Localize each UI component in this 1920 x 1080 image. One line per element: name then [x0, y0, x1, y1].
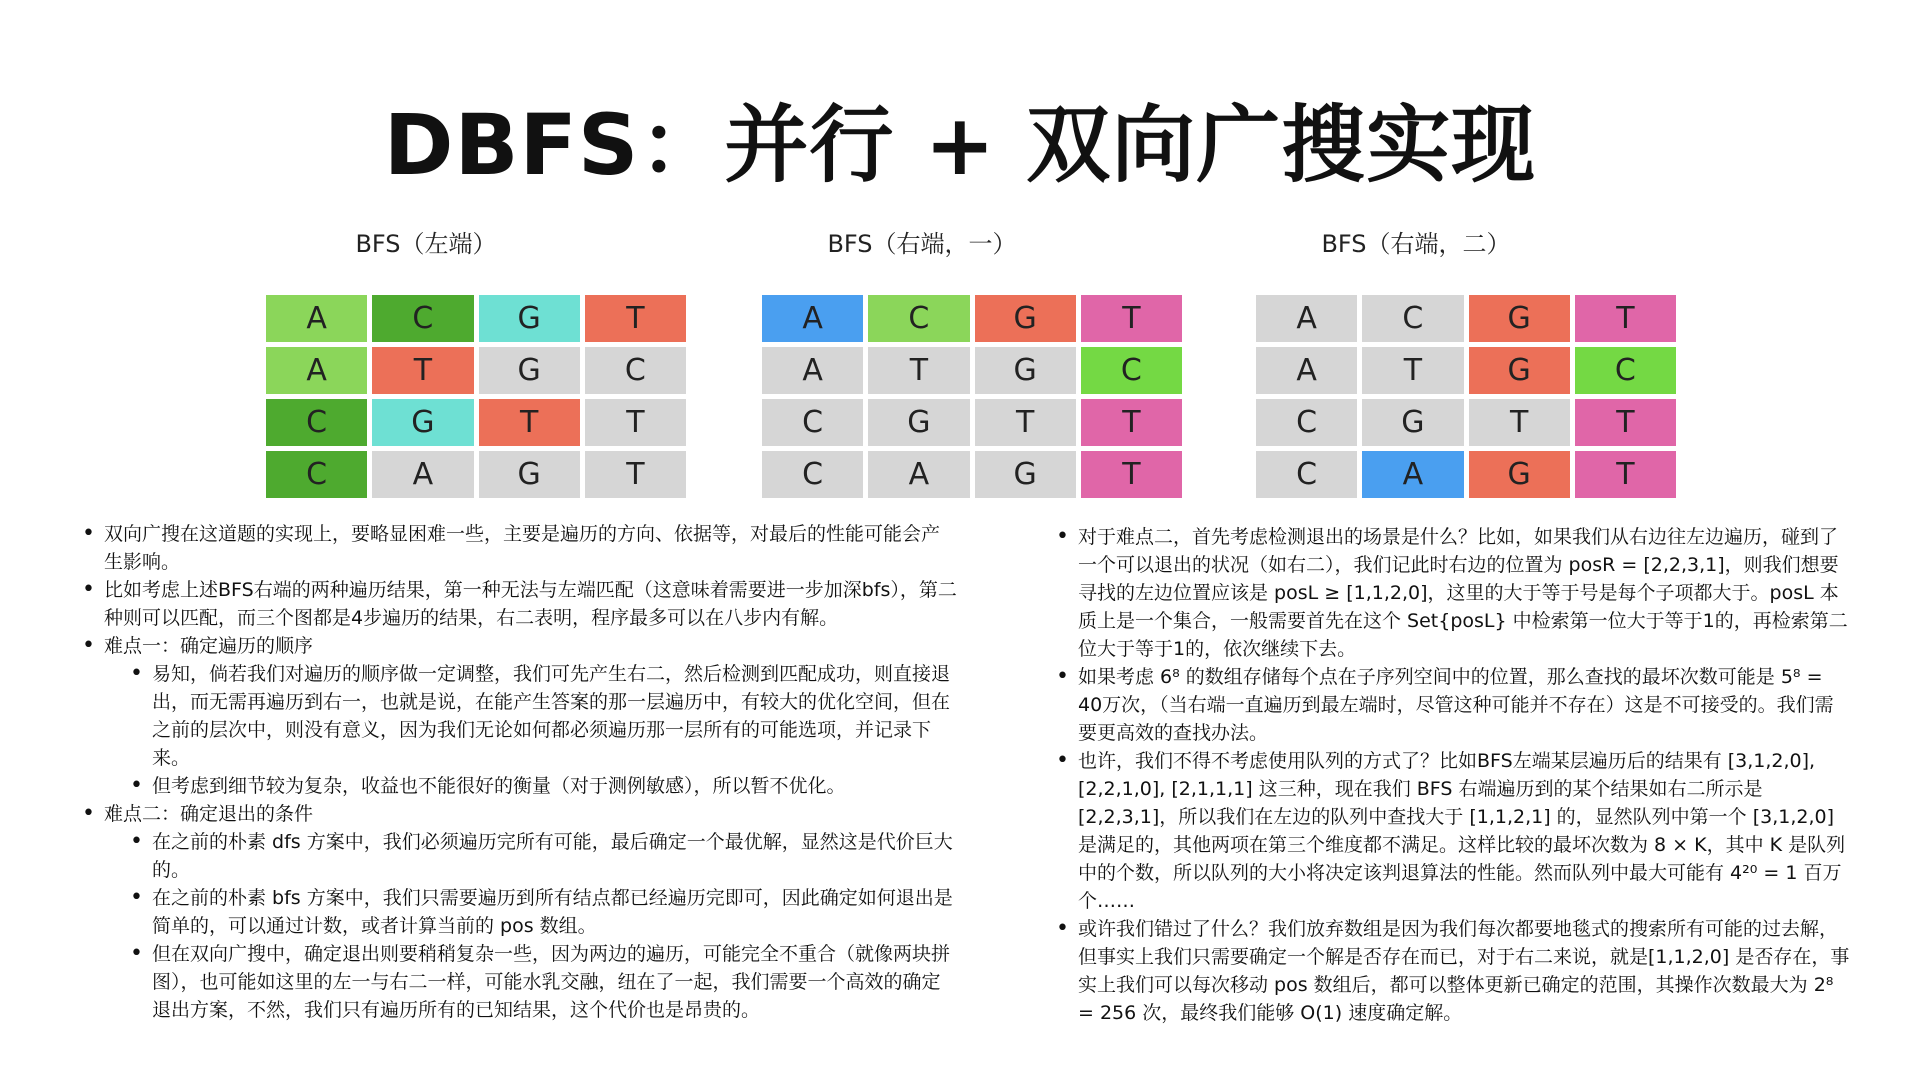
left-column [78, 520, 958, 1024]
grid-cell: C [868, 295, 969, 342]
grid-cell: C [585, 347, 686, 394]
grid-cell: T [479, 399, 580, 446]
page-title: DBFS：并行 + 双向广搜实现 [383, 96, 1537, 194]
grid-cell: G [1469, 347, 1570, 394]
grid-cell: G [975, 451, 1076, 498]
bullet-item: • 比如考虑上述BFS右端的两种遍历结果，第一种无法与左端匹配（这意味着需要进一步加深bfs），第二种则可以匹配，而三个图都是4步遍历的结果，右二表明，程序最多可以在八步内有解。 [78, 576, 958, 632]
bullet-item: • 难点一：确定遍历的顺序 [78, 632, 958, 660]
left-bullet-list [78, 520, 958, 1024]
right-bullet-list [1052, 523, 1852, 1027]
bullet-item: • 也许，我们不得不考虑使用队列的方式了？比如BFS左端某层遍历后的结果有 [3,1,2,0], [2,2,1,0], [2,1,1,1] 这三种，现在我们 BFS 右端遍历到的某个结果如右二所示是 [2,2,3,1]，所以我们在左边的队列中查找大于 [1,1,2,1] 的，显然队列中第一个 [3,1,2,0] 是满足的，其他两项在第三个维度都不满足。这样比较的最坏次数为 8 × K，其中 K 是队列中的个数，所以队列的大小将决定该判退算法的性能。然而队列中最大可能有 4²⁰ = 1 百万个…… [1052, 747, 1852, 915]
grid-cell: T [1575, 295, 1676, 342]
grid-cell: G [1469, 295, 1570, 342]
bullet-item: • 或许我们错过了什么？我们放弃数组是因为我们每次都要地毯式的搜索所有可能的过去解，但事实上我们只需要确定一个解是否存在而已，对于右二来说，就是[1,1,2,0] 是否存在，事实上我们可以每次移动 pos 数组后，都可以整体更新已确定的范围，其操作次数最大为 2⁸ = 256 次，最终我们能够 O(1) 速度确定解。 [1052, 915, 1852, 1027]
grid-cell: C [266, 451, 367, 498]
grid-cell: A [372, 451, 473, 498]
grid-cell: A [266, 295, 367, 342]
bullet-item: • 对于难点二，首先考虑检测退出的场景是什么？比如，如果我们从右边往左边遍历，碰到了一个可以退出的状况（如右二），我们记此时右边的位置为 posR = [2,2,3,1]，则我们想要寻找的左边位置应该是 posL ≥ [1,1,2,0]，这里的大于等于号是每个子项都大于。posL 本质上是一个集合，一般需要首先在这个 Set{posL} 中检索第一位大于等于1的，再检索第二位大于等于1的，依次继续下去。 [1052, 523, 1852, 663]
grid-cell: C [1256, 451, 1357, 498]
bullet-item: • 如果考虑 6⁸ 的数组存储每个点在子序列空间中的位置，那么查找的最坏次数可能是 5⁸ = 40万次，（当右端一直遍历到最左端时，尽管这种可能并不存在）这是不可接受的。我们需要更高效的查找办法。 [1052, 663, 1852, 747]
grid-cell: C [372, 295, 473, 342]
grid-cell: A [1256, 295, 1357, 342]
bfs-grid-left [266, 295, 686, 498]
grid-label-right-1: BFS（右端，一） [827, 230, 1017, 258]
grid-label-right-2: BFS（右端，二） [1321, 230, 1511, 258]
grid-cell: C [1362, 295, 1463, 342]
grid-cell: T [585, 451, 686, 498]
bullet-item: • 难点二：确定退出的条件 [78, 800, 958, 828]
grid-cell: T [1081, 451, 1182, 498]
grid-label-left: BFS（左端） [355, 230, 497, 258]
grid-cell: T [975, 399, 1076, 446]
grid-cell: C [1575, 347, 1676, 394]
grid-cell: T [585, 295, 686, 342]
grid-cell: A [1256, 347, 1357, 394]
grid-cell: A [762, 295, 863, 342]
grid-cell: C [1081, 347, 1182, 394]
sub-bullet-item: • 但在双向广搜中，确定退出则要稍稍复杂一些，因为两边的遍历，可能完全不重合（就像两块拼图），也可能如这里的左一与右二一样，可能水乳交融，纽在了一起，我们需要一个高效的确定退出方案，不然，我们只有遍历所有的已知结果，这个代价也是昂贵的。 [126, 940, 958, 1024]
grid-cell: G [868, 399, 969, 446]
grid-cell: G [372, 399, 473, 446]
grid-cell: G [479, 295, 580, 342]
sub-bullet-item: • 易知，倘若我们对遍历的顺序做一定调整，我们可先产生右二，然后检测到匹配成功，则直接退出，而无需再遍历到右一，也就是说，在能产生答案的那一层遍历中，有较大的优化空间，但在之前的层次中，则没有意义，因为我们无论如何都必须遍历那一层所有的可能选项，并记录下来。 [126, 660, 958, 772]
grid-cell: C [1256, 399, 1357, 446]
grid-cell: T [1362, 347, 1463, 394]
grid-cell: T [1575, 399, 1676, 446]
grid-cell: C [762, 399, 863, 446]
sub-bullet-item: • 但考虑到细节较为复杂，收益也不能很好的衡量（对于测例敏感），所以暂不优化。 [126, 772, 958, 800]
right-column [1052, 523, 1852, 1027]
sub-bullet-item: • 在之前的朴素 bfs 方案中，我们只需要遍历到所有结点都已经遍历完即可，因此确定如何退出是简单的，可以通过计数，或者计算当前的 pos 数组。 [126, 884, 958, 940]
grid-cell: T [1575, 451, 1676, 498]
grid-cell: A [762, 347, 863, 394]
bfs-grid-right-2 [1256, 295, 1676, 498]
grid-cell: C [762, 451, 863, 498]
grid-cell: G [1362, 399, 1463, 446]
grid-cell: T [1469, 399, 1570, 446]
grid-cell: T [585, 399, 686, 446]
bullet-item: • 双向广搜在这道题的实现上，要略显困难一些，主要是遍历的方向、依据等，对最后的性能可能会产生影响。 [78, 520, 958, 576]
grid-cell: C [266, 399, 367, 446]
grid-cell: G [1469, 451, 1570, 498]
grid-cell: T [1081, 399, 1182, 446]
grid-cell: G [479, 451, 580, 498]
grid-cell: A [868, 451, 969, 498]
grid-cell: G [975, 347, 1076, 394]
grid-cell: T [372, 347, 473, 394]
grid-cell: G [975, 295, 1076, 342]
grid-cell: A [1362, 451, 1463, 498]
grid-cell: T [868, 347, 969, 394]
grid-cell: G [479, 347, 580, 394]
bfs-grid-right-1 [762, 295, 1182, 498]
grid-cell: T [1081, 295, 1182, 342]
grid-cell: A [266, 347, 367, 394]
sub-bullet-item: • 在之前的朴素 dfs 方案中，我们必须遍历完所有可能，最后确定一个最优解，显然这是代价巨大的。 [126, 828, 958, 884]
